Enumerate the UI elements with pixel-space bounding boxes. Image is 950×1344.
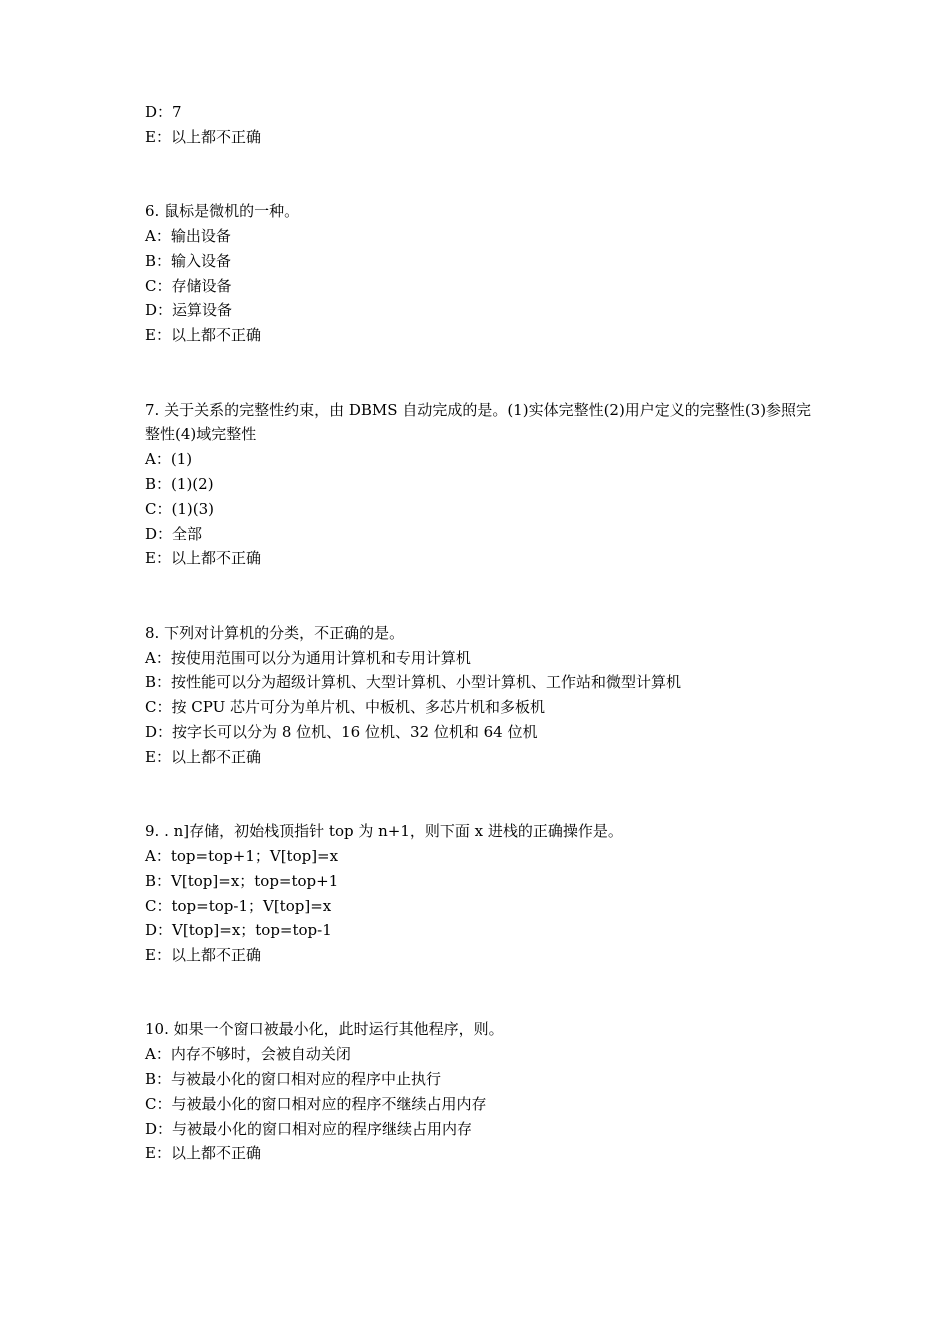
option-line: E：以上都不正确 bbox=[145, 946, 261, 965]
option-text: 7 bbox=[172, 103, 182, 121]
option-line: D：按字长可以分为 8 位机、16 位机、32 位机和 64 位机 bbox=[145, 722, 538, 741]
spacer bbox=[145, 770, 825, 820]
question-number: 10. bbox=[145, 1020, 169, 1039]
option-text: 以上都不正确 bbox=[170, 549, 261, 568]
option-text: 以上都不正确 bbox=[170, 127, 261, 146]
option-key: E bbox=[145, 1144, 156, 1163]
option-line: D：与被最小化的窗口相对应的程序继续占用内存 bbox=[145, 1119, 473, 1138]
option-key: A bbox=[145, 226, 156, 245]
spacer bbox=[145, 571, 825, 621]
option-line: E：以上都不正确 bbox=[145, 326, 261, 345]
option-line: B：(1)(2) bbox=[145, 474, 214, 493]
option-key: D bbox=[145, 301, 158, 320]
spacer bbox=[145, 348, 825, 398]
option-text: 按字长可以分为 8 位机、16 位机、32 位机和 64 位机 bbox=[172, 722, 538, 741]
question-number: 7. bbox=[145, 400, 160, 419]
option-key: C bbox=[145, 698, 157, 717]
option-text: 运算设备 bbox=[172, 301, 233, 320]
option-line: B：按性能可以分为超级计算机、大型计算机、小型计算机、工作站和微型计算机 bbox=[145, 673, 682, 692]
question-9 bbox=[145, 819, 825, 968]
option-line: D：全部 bbox=[145, 524, 203, 543]
option-text: top=top+1；V[top]=x bbox=[170, 846, 339, 865]
option-key: C bbox=[145, 896, 157, 915]
option-line: A：(1) bbox=[145, 450, 193, 469]
option-key: B bbox=[145, 673, 157, 692]
question-text bbox=[145, 621, 825, 646]
option-line: A：top=top+1；V[top]=x bbox=[145, 846, 339, 865]
option-line: B：V[top]=x；top=top+1 bbox=[145, 871, 339, 890]
option-text: 以上都不正确 bbox=[170, 747, 261, 766]
option-text: (1)(3) bbox=[171, 499, 214, 518]
option-line: E：以上都不正确 bbox=[145, 1144, 261, 1163]
option-key: E bbox=[145, 946, 156, 965]
option-key: D bbox=[145, 1119, 158, 1138]
question-8 bbox=[145, 621, 825, 770]
question-10 bbox=[145, 1017, 825, 1166]
option-key: E bbox=[145, 127, 156, 146]
option-text: 按性能可以分为超级计算机、大型计算机、小型计算机、工作站和微型计算机 bbox=[171, 673, 682, 692]
option-text: 按使用范围可以分为通用计算机和专用计算机 bbox=[170, 648, 471, 667]
question-stem: 鼠标是微机的一种。 bbox=[164, 202, 300, 221]
option-line: A：输出设备 bbox=[145, 226, 231, 245]
question-text bbox=[145, 819, 825, 844]
option-key: E bbox=[145, 549, 156, 568]
option-key: D bbox=[145, 921, 158, 940]
option-text: V[top]=x；top=top-1 bbox=[172, 921, 332, 940]
option-key: D bbox=[145, 524, 158, 543]
question-number: 6. bbox=[145, 202, 160, 221]
option-key: E bbox=[145, 326, 156, 345]
option-key: D bbox=[145, 722, 158, 741]
question-text bbox=[145, 1017, 825, 1042]
option-line: E：以上都不正确 bbox=[145, 747, 261, 766]
option-key: B bbox=[145, 474, 157, 493]
spacer bbox=[145, 150, 825, 200]
option-line: C：与被最小化的窗口相对应的程序不继续占用内存 bbox=[145, 1094, 487, 1113]
option-line: C：存储设备 bbox=[145, 276, 232, 295]
option-text: top=top-1；V[top]=x bbox=[171, 896, 332, 915]
option-key: A bbox=[145, 450, 156, 469]
option-key: A bbox=[145, 648, 156, 667]
option-line: A：按使用范围可以分为通用计算机和专用计算机 bbox=[145, 648, 471, 667]
option-key: B bbox=[145, 1070, 157, 1089]
question-6 bbox=[145, 199, 825, 348]
leading-options bbox=[145, 100, 825, 150]
option-line: E：以上都不正确 bbox=[145, 549, 261, 568]
option-text: 输出设备 bbox=[170, 226, 231, 245]
option-line: B：输入设备 bbox=[145, 251, 232, 270]
option-line: C：按 CPU 芯片可分为单片机、中板机、多芯片机和多板机 bbox=[145, 698, 545, 717]
question-text bbox=[145, 398, 825, 448]
option-key: D bbox=[145, 103, 158, 121]
option-text: (1)(2) bbox=[171, 474, 214, 493]
question-stem: . n]存储，初始栈顶指针 top 为 n+1，则下面 x 进栈的正确操作是。 bbox=[164, 822, 623, 841]
question-stem: 关于关系的完整性约束，由 DBMS 自动完成的是。(1)实体完整性(2)用户定义的完整性(3)参照完整性(4)域完整性 bbox=[145, 400, 812, 444]
option-line: A：内存不够时，会被自动关闭 bbox=[145, 1045, 351, 1064]
option-key: C bbox=[145, 1094, 157, 1113]
option-text: 以上都不正确 bbox=[170, 326, 261, 345]
option-line: D：7 bbox=[145, 103, 182, 121]
option-text: 以上都不正确 bbox=[170, 946, 261, 965]
option-text: 全部 bbox=[172, 524, 203, 543]
option-line: B：与被最小化的窗口相对应的程序中止执行 bbox=[145, 1070, 442, 1089]
option-text: (1) bbox=[170, 450, 193, 469]
option-line: D：V[top]=x；top=top-1 bbox=[145, 921, 332, 940]
spacer bbox=[145, 968, 825, 1018]
document-page bbox=[145, 100, 825, 1166]
option-text: 按 CPU 芯片可分为单片机、中板机、多芯片机和多板机 bbox=[171, 698, 545, 717]
option-line: E：以上都不正确 bbox=[145, 127, 261, 146]
option-text: 以上都不正确 bbox=[170, 1144, 261, 1163]
option-line: C：(1)(3) bbox=[145, 499, 214, 518]
option-key: B bbox=[145, 871, 157, 890]
option-text: V[top]=x；top=top+1 bbox=[171, 871, 339, 890]
option-text: 与被最小化的窗口相对应的程序不继续占用内存 bbox=[171, 1094, 487, 1113]
question-stem: 如果一个窗口被最小化，此时运行其他程序，则。 bbox=[173, 1020, 504, 1039]
option-text: 存储设备 bbox=[171, 276, 232, 295]
option-text: 输入设备 bbox=[171, 251, 232, 270]
question-number: 8. bbox=[145, 623, 160, 642]
option-text: 与被最小化的窗口相对应的程序中止执行 bbox=[171, 1070, 442, 1089]
option-key: E bbox=[145, 747, 156, 766]
option-key: A bbox=[145, 1045, 156, 1064]
question-7 bbox=[145, 398, 825, 572]
option-key: C bbox=[145, 276, 157, 295]
option-key: A bbox=[145, 846, 156, 865]
question-stem: 下列对计算机的分类，不正确的是。 bbox=[164, 623, 405, 642]
option-line: D：运算设备 bbox=[145, 301, 233, 320]
question-text bbox=[145, 199, 825, 224]
option-key: C bbox=[145, 499, 157, 518]
option-text: 内存不够时，会被自动关闭 bbox=[170, 1045, 351, 1064]
option-text: 与被最小化的窗口相对应的程序继续占用内存 bbox=[172, 1119, 473, 1138]
question-number: 9. bbox=[145, 822, 160, 841]
option-line: C：top=top-1；V[top]=x bbox=[145, 896, 332, 915]
option-key: B bbox=[145, 251, 157, 270]
